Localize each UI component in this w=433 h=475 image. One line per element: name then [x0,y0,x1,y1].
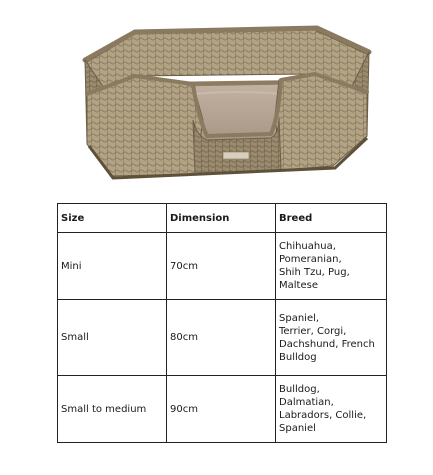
breed-line: Dalmatian, [279,397,334,408]
breed-cell [276,233,387,300]
header-size: Size [58,204,167,233]
breed-line: Shih Tzu, Pug, [279,267,350,278]
product-image [75,24,373,190]
header-breed: Breed [276,204,387,233]
dimension-cell: 70cm [167,233,276,300]
breed-line: Spaniel, [279,312,320,324]
table-row [58,233,387,300]
breed-line: Chihuahua, [279,241,336,252]
breed-line: Terrier, Corgi, [279,325,347,337]
breed-line: Bulldog, [279,384,320,395]
table-row [58,300,387,376]
table-row [58,376,387,443]
size-cell: Small [58,300,167,376]
breed-line: Labradors, Collie, [279,410,367,421]
size-cell: Mini [58,233,167,300]
dimension-cell: 90cm [167,376,276,443]
breed-line: Pomeranian, [279,254,342,265]
breed-cell [276,300,387,376]
breed-line: Dachshund, French [279,338,375,350]
breed-line: Maltese [279,280,318,291]
breed-cell [276,376,387,443]
breed-line: Bulldog [279,351,317,363]
dimension-cell: 80cm [167,300,276,376]
size-table [57,203,387,443]
header-dimension: Dimension [167,204,276,233]
breed-line: Spaniel [279,423,316,434]
table-header-row [58,204,387,233]
size-cell: Small to medium [58,376,167,443]
